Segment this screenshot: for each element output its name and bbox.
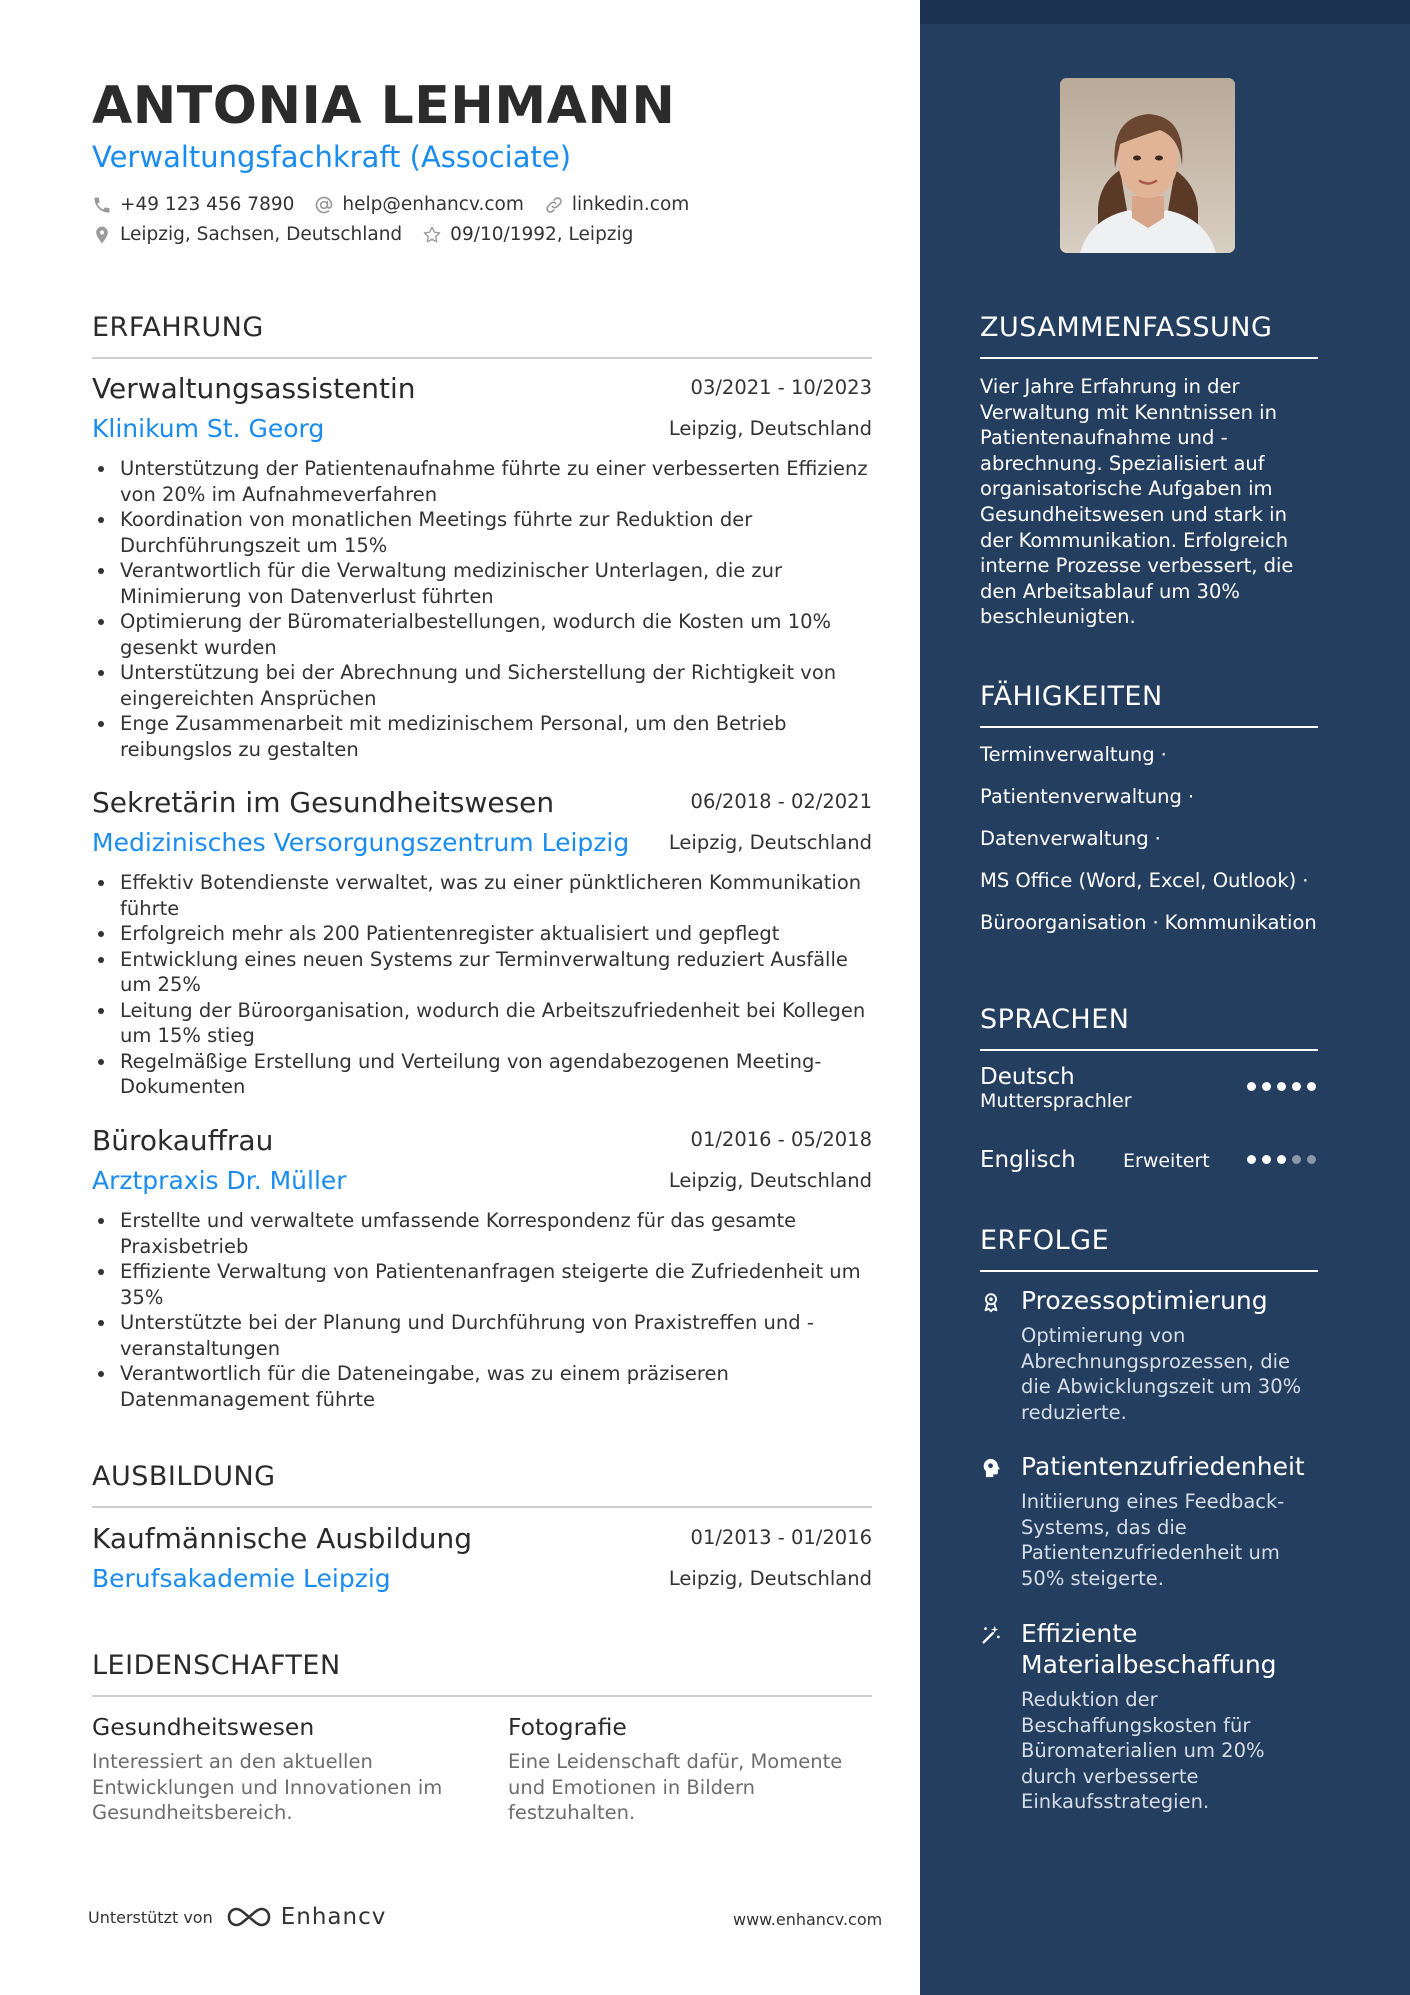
location-text: Leipzig, Sachsen, Deutschland bbox=[120, 224, 403, 245]
passion-title: Gesundheitswesen bbox=[92, 1713, 315, 1741]
job-title: Bürokauffrau bbox=[92, 1124, 274, 1157]
job-bullets bbox=[92, 870, 872, 1100]
language-rating bbox=[1241, 1082, 1316, 1091]
location-pin-icon bbox=[92, 225, 112, 245]
skill-separator: · bbox=[1160, 743, 1167, 766]
brand-name: Enhancv bbox=[280, 1904, 387, 1930]
at-icon bbox=[314, 195, 334, 215]
profile-photo bbox=[1060, 78, 1235, 253]
bullet-item: Optimierung der Büromaterialbestellungen, wodurch die Kosten um 10% gesenkt wurden bbox=[92, 609, 872, 660]
bullet-item: Regelmäßige Erstellung und Verteilung von agendabezogenen Meeting-Dokumenten bbox=[92, 1049, 872, 1100]
rating-dot-empty bbox=[1307, 1155, 1316, 1164]
skill-item: Patientenverwaltung bbox=[980, 785, 1182, 808]
contact-linkedin[interactable] bbox=[544, 194, 689, 215]
rating-dot-filled bbox=[1292, 1082, 1301, 1091]
link-icon bbox=[544, 195, 564, 215]
skill-separator: · bbox=[1154, 827, 1161, 850]
achievement-title: Prozessoptimierung bbox=[1021, 1286, 1268, 1315]
sidebar-top-bar bbox=[920, 0, 1410, 24]
language-item bbox=[980, 1064, 1318, 1124]
language-level: Erweitert bbox=[1123, 1150, 1210, 1172]
rating-dot-filled bbox=[1307, 1082, 1316, 1091]
bullet-item: Verantwortlich für die Verwaltung medizinischer Unterlagen, die zur Minimierung von Datenverlust führten bbox=[92, 558, 872, 609]
bullet-item: Effiziente Verwaltung von Patientenanfragen steigerte die Zufriedenheit um 35% bbox=[92, 1259, 872, 1310]
rating-dot-filled bbox=[1277, 1155, 1286, 1164]
language-name: Deutsch bbox=[980, 1064, 1075, 1090]
bullet-item: Unterstützung der Patientenaufnahme führte zu einer verbesserten Effizienz von 20% im Aufnahmeverfahren bbox=[92, 456, 872, 507]
achievement-text: Reduktion der Beschaffungskosten für Büromaterialien um 20% durch verbesserte Einkaufsstrategien. bbox=[1021, 1688, 1265, 1814]
job-entry bbox=[92, 1124, 872, 1412]
achievements-heading: ERFOLGE bbox=[980, 1225, 1318, 1272]
school-name[interactable]: Berufsakademie Leipzig bbox=[92, 1564, 391, 1593]
rating-dot-filled bbox=[1262, 1155, 1271, 1164]
skill-item: Datenverwaltung bbox=[980, 827, 1149, 850]
contact-row bbox=[92, 194, 709, 215]
skill-line bbox=[980, 911, 1317, 934]
bullet-item: Effektiv Botendienste verwaltet, was zu einer pünktlicheren Kommunikation führte bbox=[92, 870, 872, 921]
award-icon bbox=[980, 1291, 1002, 1313]
language-rating bbox=[1241, 1155, 1316, 1164]
education-heading: AUSBILDUNG bbox=[92, 1461, 872, 1508]
contact-phone[interactable] bbox=[92, 194, 294, 215]
skill-separator: · bbox=[1152, 911, 1159, 934]
bullet-item: Erfolgreich mehr als 200 Patientenregister aktualisiert und gepflegt bbox=[92, 921, 872, 947]
skills-heading: FÄHIGKEITEN bbox=[980, 681, 1318, 728]
bullet-item: Unterstützte bei der Planung und Durchführung von Praxistreffen und -veranstaltungen bbox=[92, 1310, 872, 1361]
contact-location bbox=[92, 224, 402, 245]
rating-dot-empty bbox=[1292, 1155, 1301, 1164]
passion-title: Fotografie bbox=[508, 1713, 627, 1741]
passion-text: Eine Leidenschaft dafür, Momente und Emotionen in Bildern festzuhalten. bbox=[508, 1750, 843, 1824]
achievement-item bbox=[980, 1451, 1318, 1591]
portrait-image bbox=[1060, 78, 1235, 253]
job-company[interactable]: Medizinisches Versorgungszentrum Leipzig bbox=[92, 828, 630, 857]
bullet-item: Verantwortlich für die Dateneingabe, was zu einem präziseren Datenmanagement führte bbox=[92, 1361, 872, 1412]
language-item bbox=[980, 1147, 1318, 1177]
job-location: Leipzig, Deutschland bbox=[668, 831, 872, 854]
job-location: Leipzig, Deutschland bbox=[668, 417, 872, 440]
job-entry bbox=[92, 786, 872, 1100]
skill-line bbox=[980, 743, 1173, 766]
achievement-text: Initiierung eines Feedback-Systems, das die Patientenzufriedenheit um 50% steigerte. bbox=[1021, 1490, 1285, 1590]
rating-dot-filled bbox=[1247, 1155, 1256, 1164]
contact-row bbox=[92, 224, 653, 245]
job-bullets bbox=[92, 1208, 872, 1412]
passion-item bbox=[92, 1713, 462, 1826]
enhancv-logo-icon bbox=[225, 1904, 273, 1930]
phone-icon bbox=[92, 195, 112, 215]
bullet-item: Entwicklung eines neuen Systems zur Terminverwaltung reduziert Ausfälle um 25% bbox=[92, 947, 872, 998]
education-dates: 01/2013 - 01/2016 bbox=[690, 1526, 872, 1549]
bullet-item: Leitung der Büroorganisation, wodurch die Arbeitszufriedenheit bei Kollegen um 15% stieg bbox=[92, 998, 872, 1049]
school-location: Leipzig, Deutschland bbox=[668, 1567, 872, 1590]
achievement-text: Optimierung von Abrechnungsprozessen, die die Abwicklungszeit um 30% reduzierte. bbox=[1021, 1324, 1302, 1424]
languages-heading: SPRACHEN bbox=[980, 1004, 1318, 1051]
summary-text: Vier Jahre Erfahrung in der Verwaltung mit Kenntnissen in Patientenaufnahme und -abrechnung. Spezialisiert auf organisatorische Aufgaben im Gesundheitswesen und stark in der Kommunikation. Erfolgreich interne Prozesse verbessert, die den Arbeitsablauf um 30% beschleunigten. bbox=[980, 375, 1294, 629]
bullet-item: Unterstützung bei der Abrechnung und Sicherstellung der Richtigkeit von eingereichten Ansprüchen bbox=[92, 660, 872, 711]
star-icon bbox=[422, 225, 442, 245]
job-dates: 06/2018 - 02/2021 bbox=[690, 790, 872, 813]
skill-item: MS Office (Word, Excel, Outlook) bbox=[980, 869, 1297, 892]
skill-item: Büroorganisation bbox=[980, 911, 1147, 934]
skill-line bbox=[980, 869, 1314, 892]
birth-text: 09/10/1992, Leipzig bbox=[450, 224, 634, 245]
experience-heading: ERFAHRUNG bbox=[92, 312, 872, 359]
skill-line bbox=[980, 785, 1200, 808]
bullet-item: Koordination von monatlichen Meetings führte zur Reduktion der Durchführungszeit um 15% bbox=[92, 507, 872, 558]
skill-separator: · bbox=[1187, 785, 1195, 808]
language-level: Muttersprachler bbox=[980, 1090, 1132, 1112]
achievement-title: Effiziente Materialbeschaffung bbox=[1021, 1619, 1277, 1679]
rating-dot-filled bbox=[1247, 1082, 1256, 1091]
sidebar bbox=[920, 0, 1410, 1995]
powered-by-text: Unterstützt von bbox=[88, 1907, 213, 1927]
job-company[interactable]: Arztpraxis Dr. Müller bbox=[92, 1166, 347, 1195]
rating-dot-filled bbox=[1262, 1082, 1271, 1091]
candidate-role: Verwaltungsfachkraft (Associate) bbox=[92, 140, 572, 174]
language-name: Englisch bbox=[980, 1147, 1076, 1173]
job-dates: 03/2021 - 10/2023 bbox=[690, 376, 872, 399]
achievement-item bbox=[980, 1618, 1318, 1815]
skill-item: Kommunikation bbox=[1164, 911, 1317, 934]
job-entry bbox=[92, 372, 872, 762]
degree-title: Kaufmännische Ausbildung bbox=[92, 1522, 473, 1555]
website-link[interactable]: www.enhancv.com bbox=[733, 1910, 883, 1929]
powered-by[interactable] bbox=[88, 1904, 386, 1930]
skill-item: Terminverwaltung bbox=[980, 743, 1155, 766]
rating-dot-filled bbox=[1277, 1082, 1286, 1091]
candidate-name: ANTONIA LEHMANN bbox=[92, 76, 676, 136]
skill-separator: · bbox=[1302, 869, 1309, 892]
job-dates: 01/2016 - 05/2018 bbox=[690, 1128, 872, 1151]
achievement-title: Patientenzufriedenheit bbox=[1021, 1452, 1305, 1481]
linkedin-text: linkedin.com bbox=[571, 194, 690, 215]
contact-birth bbox=[422, 224, 633, 245]
head-idea-icon bbox=[980, 1457, 1002, 1479]
summary-heading: ZUSAMMENFASSUNG bbox=[980, 312, 1318, 359]
magic-wand-icon bbox=[980, 1624, 1002, 1646]
passion-item bbox=[508, 1713, 868, 1826]
email-text: help@enhancv.com bbox=[342, 194, 524, 215]
passions-heading: LEIDENSCHAFTEN bbox=[92, 1650, 872, 1697]
bullet-item: Erstellte und verwaltete umfassende Korrespondenz für das gesamte Praxisbetrieb bbox=[92, 1208, 872, 1259]
passion-text: Interessiert an den aktuellen Entwicklungen und Innovationen im Gesundheitsbereich. bbox=[92, 1750, 443, 1824]
achievement-item bbox=[980, 1285, 1318, 1425]
education-entry bbox=[92, 1522, 872, 1604]
job-title: Verwaltungsassistentin bbox=[92, 372, 416, 405]
contact-email[interactable] bbox=[314, 194, 523, 215]
phone-text: +49 123 456 7890 bbox=[120, 194, 295, 215]
job-bullets bbox=[92, 456, 872, 762]
job-company[interactable]: Klinikum St. Georg bbox=[92, 414, 325, 443]
bullet-item: Enge Zusammenarbeit mit medizinischem Personal, um den Betrieb reibungslos zu gestalten bbox=[92, 711, 872, 762]
job-title: Sekretärin im Gesundheitswesen bbox=[92, 786, 555, 819]
job-location: Leipzig, Deutschland bbox=[668, 1169, 872, 1192]
skill-line bbox=[980, 827, 1167, 850]
